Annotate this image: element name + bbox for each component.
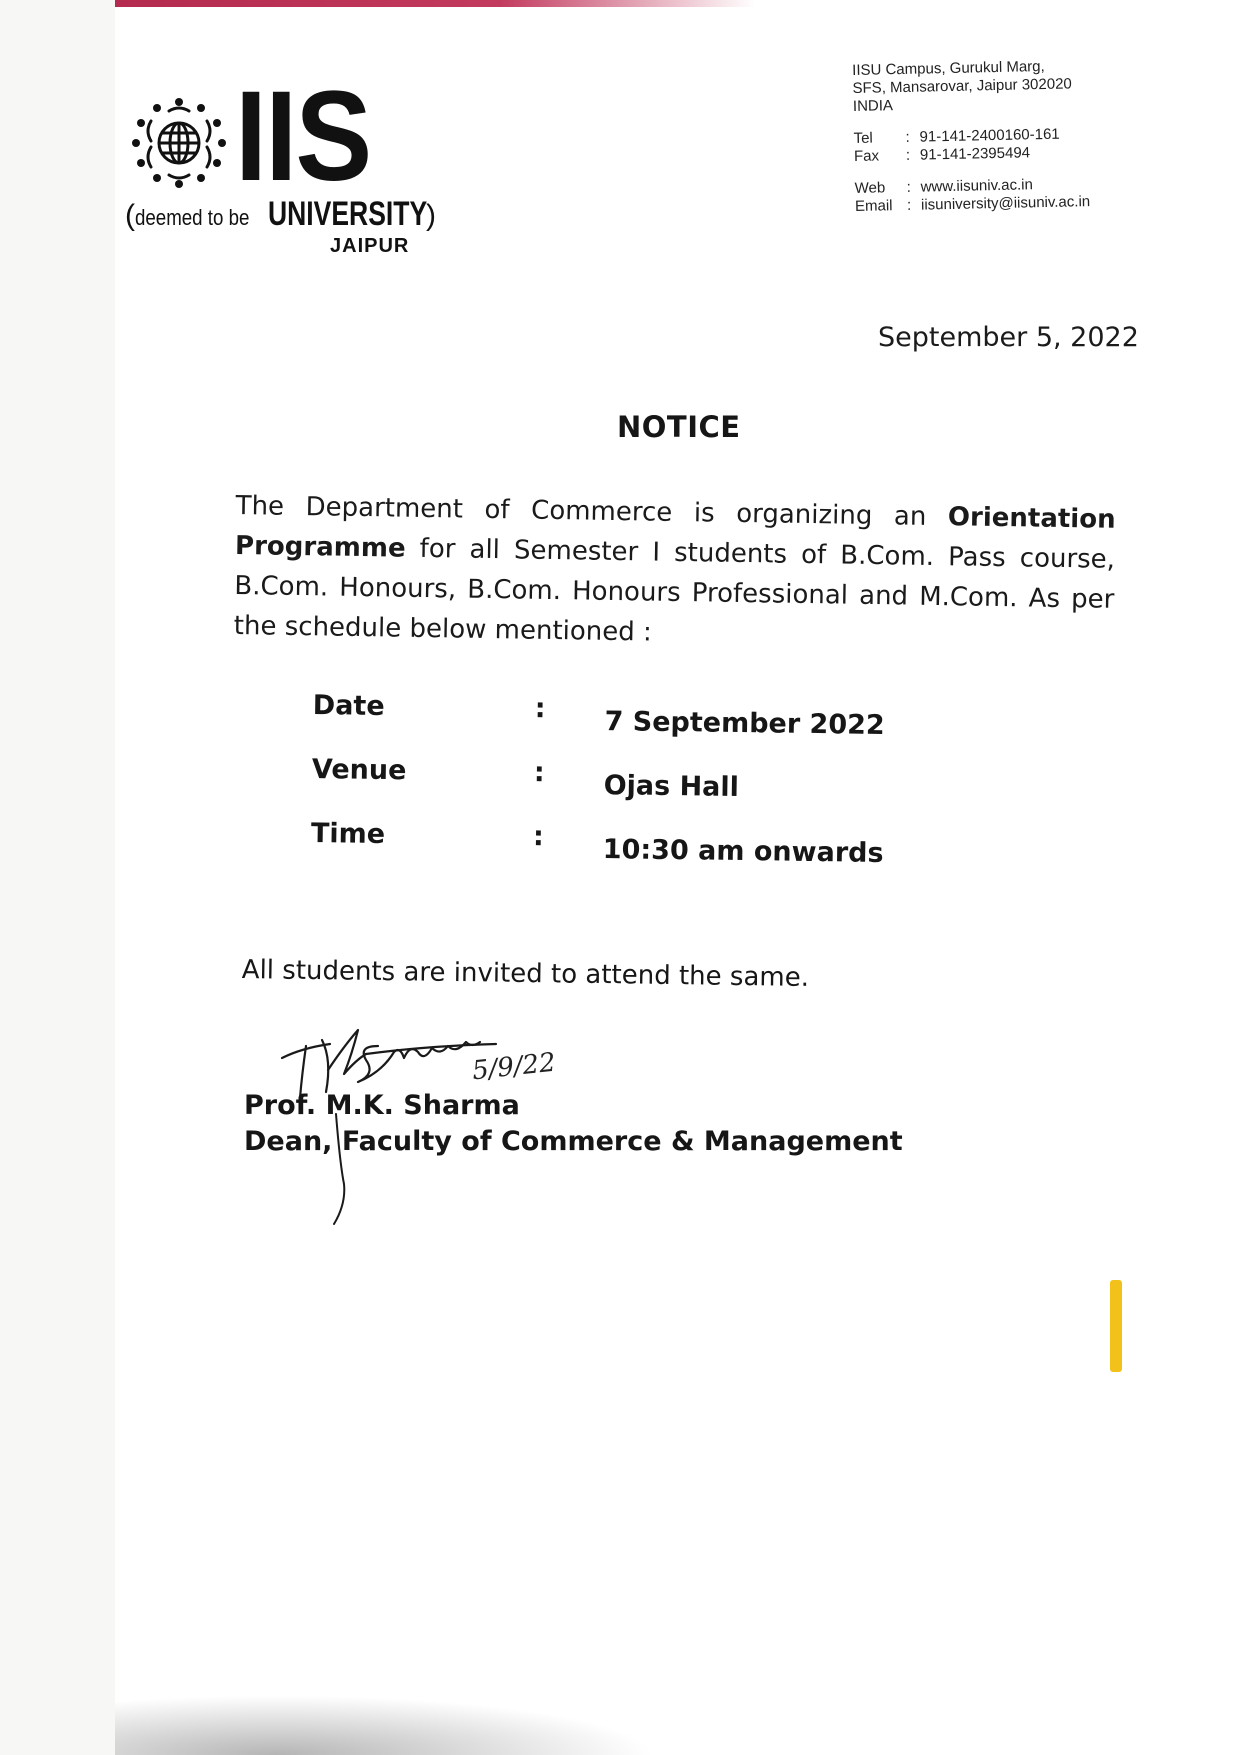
logo-city: JAIPUR [330, 235, 410, 257]
notice-title: NOTICE [617, 410, 741, 444]
schedule-table [310, 690, 893, 890]
globe-emblem-icon [125, 95, 233, 190]
notice-body [233, 486, 1115, 660]
address-line: INDIA [852, 97, 894, 115]
tagline-deemed: deemed to be [135, 205, 250, 230]
logo-wordmark: IIS [235, 65, 371, 208]
schedule-value: Ojas Hall [603, 770, 740, 803]
logo-tagline [125, 195, 436, 234]
address-block [852, 56, 1125, 216]
tel-value: 91-141-2400160-161 [919, 125, 1060, 146]
schedule-label: Time [310, 817, 386, 851]
tagline-university: UNIVERSITY [268, 195, 428, 233]
separator: : [906, 196, 912, 214]
schedule-colon: : [533, 757, 545, 789]
body-highlight: Orientation Programme [234, 502, 1116, 564]
fax-label: Fax [853, 147, 880, 165]
separator: : [905, 128, 910, 146]
web-value: www.iisuniv.ac.in [920, 176, 1034, 196]
highlighter-mark [1110, 1280, 1122, 1372]
body-intro: The Department of Commerce is organizing an [235, 490, 949, 533]
schedule-value: 7 September 2022 [604, 706, 885, 741]
signatory-name: Prof. M.K. Sharma [244, 1090, 520, 1121]
tel-label: Tel [853, 129, 873, 147]
schedule-row-time [310, 818, 891, 890]
schedule-row-venue [311, 754, 892, 826]
scan-shadow [115, 1695, 655, 1755]
schedule-row-date [312, 690, 893, 762]
web-label: Web [854, 179, 886, 197]
phone-contact [853, 124, 1124, 166]
closing-line: All students are invited to attend the same. [241, 955, 810, 993]
signatory-designation: Dean, Faculty of Commerce & Management [244, 1126, 903, 1157]
email-value: iisuniversity@iisuniv.ac.in [920, 193, 1091, 214]
separator: : [906, 178, 911, 196]
web-contact [854, 174, 1125, 216]
email-label: Email [854, 197, 893, 215]
university-logo [125, 65, 445, 265]
tagline-paren-open: ( [125, 199, 135, 232]
signature-stroke [330, 1110, 370, 1230]
notice-date: September 5, 2022 [878, 322, 1139, 353]
body-rest: for all Semester I students of B.Com. Pass course, B.Com. Honours, B.Com. Honours Professional and M.Com. As per the schedule below mentioned : [233, 533, 1116, 648]
top-edge-strip [115, 0, 755, 7]
schedule-label: Date [312, 690, 385, 723]
address-line: IISU Campus, Gurukul Marg, [852, 57, 1045, 79]
tagline-paren-close: ) [426, 199, 437, 232]
schedule-value: 10:30 am onwards [602, 834, 884, 869]
address-line: SFS, Mansarovar, Jaipur 302020 [852, 75, 1072, 97]
schedule-colon: : [532, 821, 545, 853]
separator: : [905, 146, 911, 164]
schedule-label: Venue [311, 753, 407, 787]
schedule-colon: : [534, 693, 546, 725]
signature-date: 5/9/22 [470, 1047, 558, 1087]
fax-value: 91-141-2395494 [919, 144, 1031, 164]
